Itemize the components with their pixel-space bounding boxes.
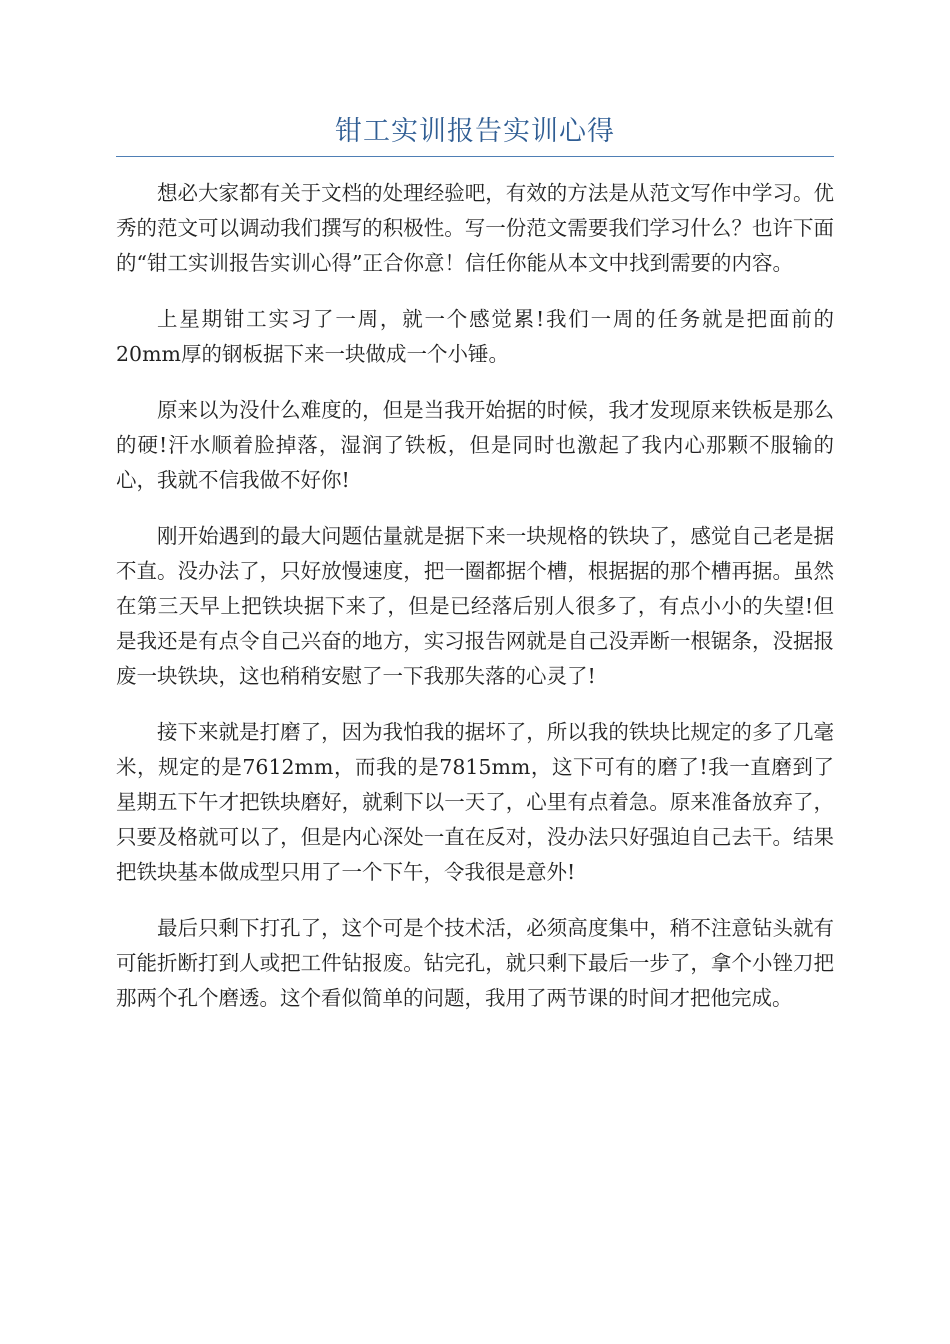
document-body — [116, 176, 834, 1037]
paragraph-6: 最后只剩下打孔了，这个可是个技术活，必须高度集中，稍不注意钻头就有可能折断打到人或把工件钻报废。钻完孔，就只剩下最后一步了，拿个小锉刀把那两个孔个磨透。这个看似简单的问题，我用了两节课的时间才把他完成。 — [116, 916, 834, 1010]
paragraph-3: 原来以为没什么难度的，但是当我开始据的时候，我才发现原来铁板是那么的硬!汗水顺着脸掉落，湿润了铁板，但是同时也激起了我内心那颗不服输的心，我就不信我做不好你! — [116, 398, 834, 492]
title-block — [116, 112, 834, 157]
paragraph-2: 上星期钳工实习了一周，就一个感觉累!我们一周的任务就是把面前的20mm厚的钢板据下来一块做成一个小锤。 — [116, 307, 834, 366]
document-title: 钳工实训报告实训心得 — [335, 116, 615, 147]
paragraph-intro: 想必大家都有关于文档的处理经验吧，有效的方法是从范文写作中学习。优秀的范文可以调动我们撰写的积极性。写一份范文需要我们学习什么？也许下面的“钳工实训报告实训心得”正合你意！信任你能从本文中找到需要的内容。 — [116, 181, 834, 275]
paragraph-5: 接下来就是打磨了，因为我怕我的据坏了，所以我的铁块比规定的多了几毫米，规定的是7612mm，而我的是7815mm，这下可有的磨了!我一直磨到了星期五下午才把铁块磨好，就剩下以一天了，心里有点着急。原来准备放弃了，只要及格就可以了，但是内心深处一直在反对，没办法只好强迫自己去干。结果把铁块基本做成型只用了一个下午，令我很是意外! — [116, 720, 834, 884]
paragraph-4: 刚开始遇到的最大问题估量就是据下来一块规格的铁块了，感觉自己老是据不直。没办法了，只好放慢速度，把一圈都据个槽，根据据的那个槽再据。虽然在第三天早上把铁块据下来了，但是已经落后别人很多了，有点小小的失望!但是我还是有点令自己兴奋的地方，实习报告网就是自己没弄断一根锯条，没据报废一块铁块，这也稍稍安慰了一下我那失落的心灵了! — [116, 524, 834, 688]
